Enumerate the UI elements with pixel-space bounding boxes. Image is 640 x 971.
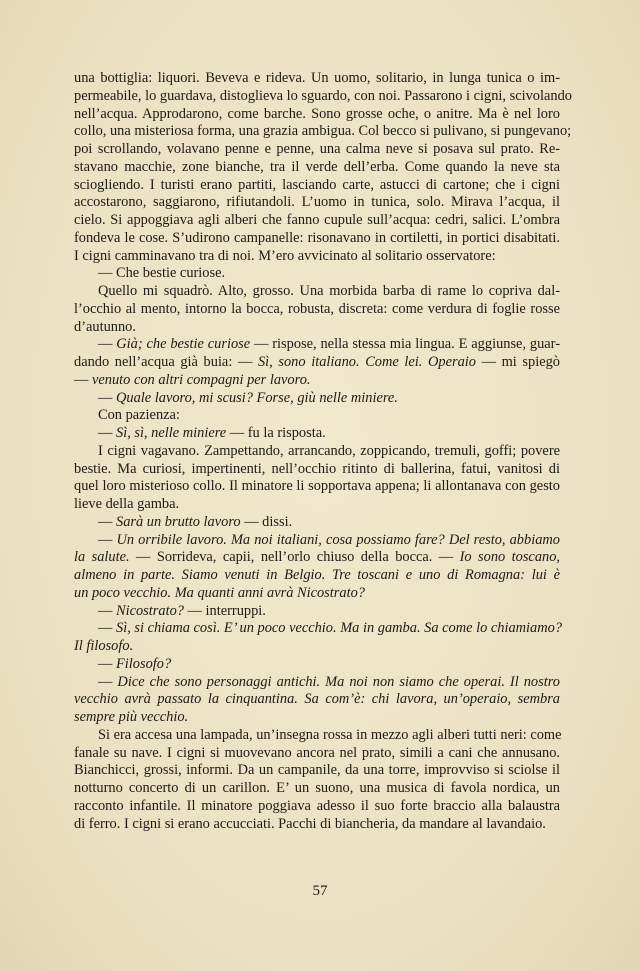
text-segment: di ferro. I cigni si erano accucciati. Pacchi di biancheria, da mandare al lavandaio. [74,815,546,832]
text-segment: — [98,655,116,672]
text-line [74,319,560,337]
italic-text: almeno in parte. Siamo venuti in Belgio. Tre toscani e uno di Romagna: lui è [74,567,560,583]
italic-text: Filosofo? [116,655,172,672]
text-line [74,603,560,621]
text-segment: — mi spiegò [475,354,560,370]
text-segment: Con pazienza: [98,407,180,424]
text-segment: — [98,513,116,530]
text-segment: sciogliendo. I turisti erano partiti, lasciando carte, astucci di cartone; che i cigni [74,176,560,193]
italic-text: Sì, sì, nelle miniere [116,425,227,441]
text-line [74,141,560,159]
text-line [74,425,560,443]
text-line [74,265,560,283]
text-segment: fondeva le cose. S’udirono campanelle: risonavano in cortiletti, in portici disabitati. [74,229,560,246]
text-segment: I cigni vagavano. Zampettando, arrancando, zoppicando, tremuli, goffi; povere [98,442,560,459]
text-line [74,248,560,266]
text-segment: — Sorrideva, capii, nell’orlo chiuso della bocca. — [129,549,460,566]
text-segment: Si era accesa una lampada, un’insegna rossa in mezzo agli alberi tutti neri: come [98,726,562,743]
text-segment: — Che bestie curiose. [98,265,226,282]
text-line [74,301,560,319]
text-line [74,798,560,816]
text-segment: poi scrollando, volavano penne e penne, una calma neve si posava sul prato. Re- [74,141,560,157]
italic-text: Sarà un brutto lavoro [116,513,241,530]
text-line [74,745,560,763]
italic-text: un poco vecchio. Ma quanti anni avrà Nicostrato? [74,584,365,601]
text-line [74,354,560,372]
text-line [74,514,560,532]
page-number: 57 [312,883,328,899]
text-line [74,194,560,212]
text-segment: notturno concerto di un carillon. E’ un suono, una musica di favola nordica, un [74,780,560,796]
text-line [74,496,560,514]
text-segment: — interruppi. [183,602,266,619]
text-segment: dando nell’acqua già buia: — [74,354,258,370]
text-segment: una bottiglia: liquori. Beveva e rideva. Un uomo, solitario, in lunga tunica o im- [74,70,560,86]
text-segment: quel loro misterioso collo. Il minatore li sopportava appena; li allontanava con gesto [74,478,560,495]
text-segment: Quello mi squadrò. Alto, grosso. Una morbida barba di rame lo copriva dal- [98,283,560,299]
text-segment: — [98,620,116,637]
text-segment: — [98,425,116,441]
text-line [74,567,560,585]
text-line [74,585,560,603]
italic-text: sempre più vecchio. [74,709,189,725]
text-line [74,478,560,496]
text-line [74,461,560,479]
text-line [74,816,560,834]
text-line [74,709,560,727]
italic-text: Io sono toscano, [459,549,561,566]
text-segment: — [98,602,116,619]
text-segment: — fu la risposta. [226,425,326,441]
text-line [74,390,560,408]
text-line [74,780,560,798]
text-line [74,443,560,461]
text-line [74,159,560,177]
text-segment: bestie. Ma curiosi, impertinenti, nell’occhio ritinto di ballerina, fatui, vanitosi di [74,460,560,477]
italic-text: Già; che bestie curiose [116,336,251,353]
italic-text: venuto con altri compagni per lavoro. [92,371,311,388]
italic-text: vecchio avrà passato la cinquantina. Sa com’è: chi lavora, un’operaio, sembra [74,691,560,708]
text-line [74,230,560,248]
text-line [74,372,560,390]
italic-text: Il filosofo. [74,638,134,654]
italic-text: Sì, sono italiano. Come lei. Operaio [257,354,476,370]
text-segment: Bianchicci, grossi, informi. Da un campanile, da una torre, improvviso si sciolse il [74,762,560,779]
text-line [74,549,560,567]
text-line [74,532,560,550]
text-segment: accostarono, saggiarono, rifiutandoli. L’uomo in tunica, solo. Mirava l’acqua, il [74,194,560,211]
text-line [74,87,572,106]
text-line [74,691,560,709]
text-line [74,123,572,141]
text-line [74,106,560,124]
italic-text: la salute. [74,549,130,566]
text-line [74,638,560,656]
text-line [74,674,560,692]
text-segment: l’occhio al mento, intorno la bocca, robusta, discreta: come verdura di foglie rosse [74,300,560,317]
italic-text: Un orribile lavoro. Ma noi italiani, cosa possiamo fare? Del resto, abbiamo [116,531,560,548]
text-line [74,656,560,674]
italic-text: Dice che sono personaggi antichi. Ma noi non siamo che operai. Il nostro [117,673,560,690]
text-segment: fanale su nave. I cigni si muovevano ancora nel prato, simili a cani che annusano. [74,744,560,761]
text-line [74,70,560,88]
text-segment: lieve della gamba. [74,496,180,512]
text-segment: — rispose, nella stessa mia lingua. E aggiunse, guar- [250,336,560,353]
text-line [74,620,563,638]
text-segment: — [98,673,118,690]
text-line [74,407,560,425]
text-line [74,336,560,354]
text-line [74,212,560,230]
text-line [74,177,560,195]
italic-text: Sì, si chiama così. E’ un poco vecchio. Ma in gamba. Sa come lo chiamiamo? [116,620,563,637]
text-segment: — [98,389,116,406]
text-segment: — [98,336,117,353]
text-segment: stavano macchie, zone bianche, tra il verde dell’erba. Come quando la neve sta [74,158,560,175]
text-line [74,283,560,301]
text-segment: — dissi. [240,513,293,530]
text-segment: — [74,371,92,388]
body-text [74,70,572,833]
text-segment: racconto infantile. Il minatore poggiava adesso il suo forte braccio alla balaustra [74,797,560,814]
text-segment: — [98,531,117,548]
text-segment: permeabile, lo guardava, distoglieva lo sguardo, con noi. Passarono i cigni, scivolando [74,87,572,104]
text-line [74,727,560,745]
text-segment: I cigni camminavano tra di noi. M’ero avvicinato al solitario osservatore: [74,247,496,264]
italic-text: Nicostrato? [116,602,184,619]
italic-text: Quale lavoro, mi scusi? Forse, giù nelle miniere. [116,389,398,406]
text-segment: d’autunno. [74,318,136,335]
text-segment: cielo. Si appoggiava agli alberi che fanno cupule sull’acqua: cedri, salici. L’ombra [74,212,560,228]
text-line [74,762,560,780]
text-segment: collo, una misteriosa forma, una grazia ambigua. Col becco si pulivano, si pungevano; [74,123,572,140]
text-segment: nell’acqua. Approdarono, come barche. Sono grosse oche, o anitre. Ma è nel loro [74,105,560,122]
